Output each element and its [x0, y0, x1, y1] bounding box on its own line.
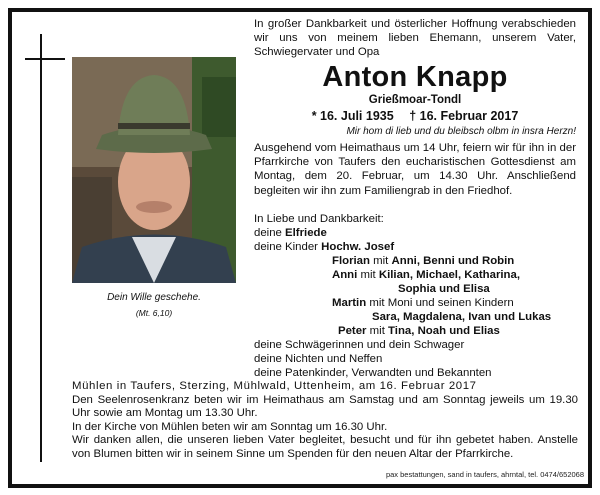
rosary-info: Den Seelenrosenkranz beten wir im Heimathaus am Samstag und am Sonntag jeweils um 19.30 Uhr sowie am Montag um 13.30 Uhr.: [72, 393, 578, 420]
child-line-continued: Sophia und Elisa: [398, 283, 490, 295]
portrait-photo: [72, 57, 236, 283]
cross-icon-bar: [25, 58, 65, 60]
child-line: Peter mit Tina, Noah und Elias: [338, 325, 500, 337]
relatives-line: deine Nichten und Neffen: [254, 353, 383, 365]
death-date: † 16. Februar 2017: [409, 109, 519, 123]
photo-caption-reference: (Mt. 6,10): [135, 308, 173, 318]
child-line: Anni mit Kilian, Michael, Katharina,: [332, 269, 520, 281]
photo-caption: Dein Wille geschehe.: [107, 292, 201, 303]
birth-date: * 16. Juli 1935: [311, 109, 394, 123]
thanks-text: Wir danken allen, die unseren lieben Vater begleitet, besucht und für ihn gebetet haben. Anstelle von Blumen bitten wir in seinem Sinne um Spenden für den neuen Altar der Pfarrkirche.: [72, 434, 578, 460]
children-line: deine Kinder Hochw. Josef: [254, 241, 395, 253]
relatives-line: deine Schwägerinnen und dein Schwager: [254, 339, 465, 351]
child-line-continued: Sara, Magdalena, Ivan und Lukas: [372, 311, 552, 323]
relatives-line: deine Patenkinder, Verwandten und Bekannten: [254, 367, 492, 379]
closing-block: [72, 380, 578, 462]
funeral-home-footer: pax bestattungen, sand in taufers, ahrntal, tel. 0474/652068: [385, 470, 584, 479]
place-and-date: Mühlen in Taufers, Sterzing, Mühlwald, Uttenheim, am 16. Februar 2017: [72, 380, 477, 392]
funeral-details: Ausgehend vom Heimathaus um 14 Uhr, feiern wir für ihn in der Pfarrkirche von Taufers den eucharistischen Gottesdienst am Montag, dem 20. Februar, um 14.30 Uhr. Anschließend begleiten wir ihn zum Familiengrab in den Friedhof.: [254, 142, 576, 197]
wife-line: deine Elfriede: [254, 227, 327, 239]
deceased-name: Anton Knapp: [322, 61, 508, 93]
child-line: Florian mit Anni, Benni und Robin: [332, 255, 515, 267]
intro-text: In großer Dankbarkeit und österlicher Hoffnung verabschieden wir uns von meinem lieben Ehemann, unserem Vater, Schwiegervater und Opa: [254, 18, 576, 59]
wife-name: Elfriede: [285, 227, 327, 239]
deceased-nickname: Grießmoar-Tondl: [368, 94, 462, 106]
life-dates: [254, 109, 576, 123]
child-name: Hochw. Josef: [321, 241, 395, 253]
cross-icon: [40, 34, 42, 462]
child-line: Martin mit Moni und seinen Kindern: [332, 297, 514, 309]
church-prayer-info: In der Kirche von Mühlen beten wir am Sonntag um 16.30 Uhr.: [72, 420, 388, 433]
memorial-quote: Mir hom di lieb und du bleibsch olbm in insra Herzn!: [346, 126, 576, 137]
mourners-intro: In Liebe und Dankbarkeit:: [254, 213, 384, 225]
